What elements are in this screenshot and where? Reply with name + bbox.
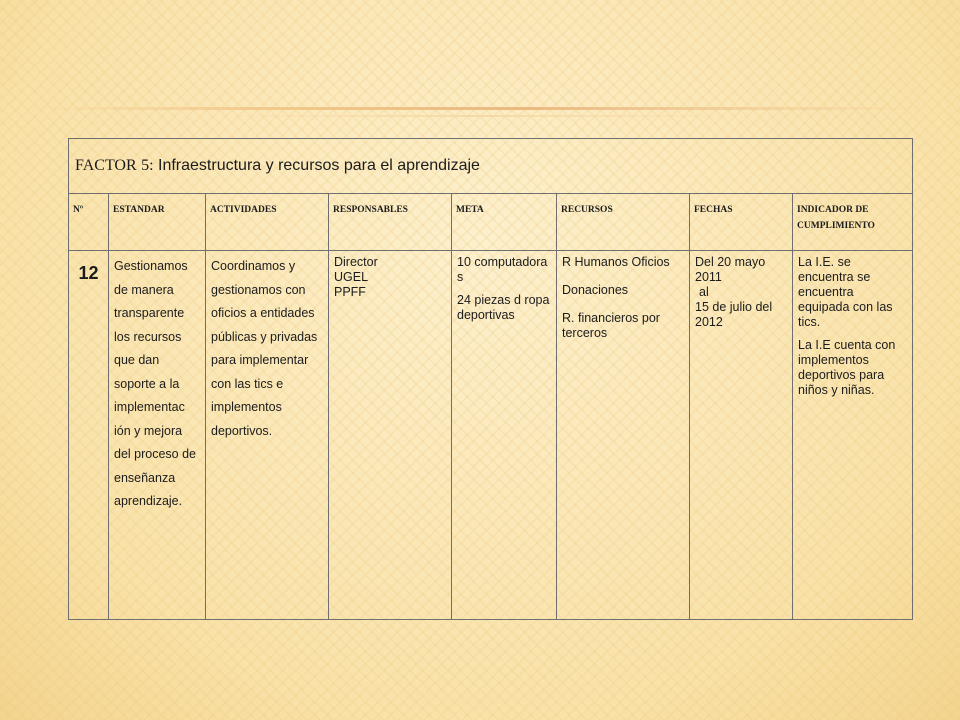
header-recursos: RECURSOS bbox=[557, 194, 690, 251]
factor-title bbox=[69, 139, 913, 194]
header-responsables: RESPONSABLES bbox=[329, 194, 452, 251]
decorative-rule-secondary bbox=[200, 115, 760, 117]
cell-estandar: Gestionamos de manera transparente los recursos que dan soporte a la implementac ión y mejora del proceso de enseñanza aprendizaje. bbox=[109, 251, 206, 620]
title-row bbox=[69, 139, 913, 194]
cell-responsables bbox=[329, 251, 452, 620]
responsable-ppff: PPFF bbox=[334, 285, 366, 299]
factor-title-text: Infraestructura y recursos para el aprendizaje bbox=[158, 157, 480, 174]
factor-number: 5: bbox=[141, 157, 154, 174]
meta-computadoras: 10 computadora s bbox=[457, 255, 548, 284]
header-indicador: INDICADOR DE CUMPLIMIENTO bbox=[793, 194, 913, 251]
header-actividades: ACTIVIDADES bbox=[206, 194, 329, 251]
responsable-director: Director bbox=[334, 255, 378, 269]
row-number: 12 bbox=[69, 251, 109, 620]
header-meta: META bbox=[452, 194, 557, 251]
meta-ropa: 24 piezas d ropa deportivas bbox=[457, 293, 550, 322]
factor-lead: FACTOR bbox=[75, 157, 137, 174]
header-estandar: ESTANDAR bbox=[109, 194, 206, 251]
indicador-deportivos: La I.E cuenta con implementos deportivos para niños y niñas. bbox=[798, 338, 896, 397]
fecha-fin: 15 de julio del 2012 bbox=[695, 300, 773, 329]
responsable-ugel: UGEL bbox=[334, 270, 369, 284]
header-numero: Nº bbox=[69, 194, 109, 251]
cell-meta bbox=[452, 251, 557, 620]
cell-fechas bbox=[690, 251, 793, 620]
cell-actividades: Coordinamos y gestionamos con oficios a entidades públicas y privadas para implementar con las tics e implementos deportivos. bbox=[206, 251, 329, 620]
decorative-rule bbox=[40, 107, 920, 110]
cell-indicador bbox=[793, 251, 913, 620]
table-row bbox=[69, 251, 913, 620]
recurso-humanos: R Humanos Oficios bbox=[562, 255, 670, 269]
factor-table bbox=[68, 138, 913, 620]
fecha-inicio: Del 20 mayo 2011 bbox=[695, 255, 766, 284]
indicador-tics: La I.E. se encuentra se encuentra equipada con las tics. bbox=[798, 255, 893, 329]
fecha-al: al bbox=[699, 285, 709, 299]
header-row bbox=[69, 194, 913, 251]
cell-recursos bbox=[557, 251, 690, 620]
header-fechas: FECHAS bbox=[690, 194, 793, 251]
recurso-financieros: R. financieros por terceros bbox=[562, 311, 660, 340]
recurso-donaciones: Donaciones bbox=[562, 283, 629, 297]
